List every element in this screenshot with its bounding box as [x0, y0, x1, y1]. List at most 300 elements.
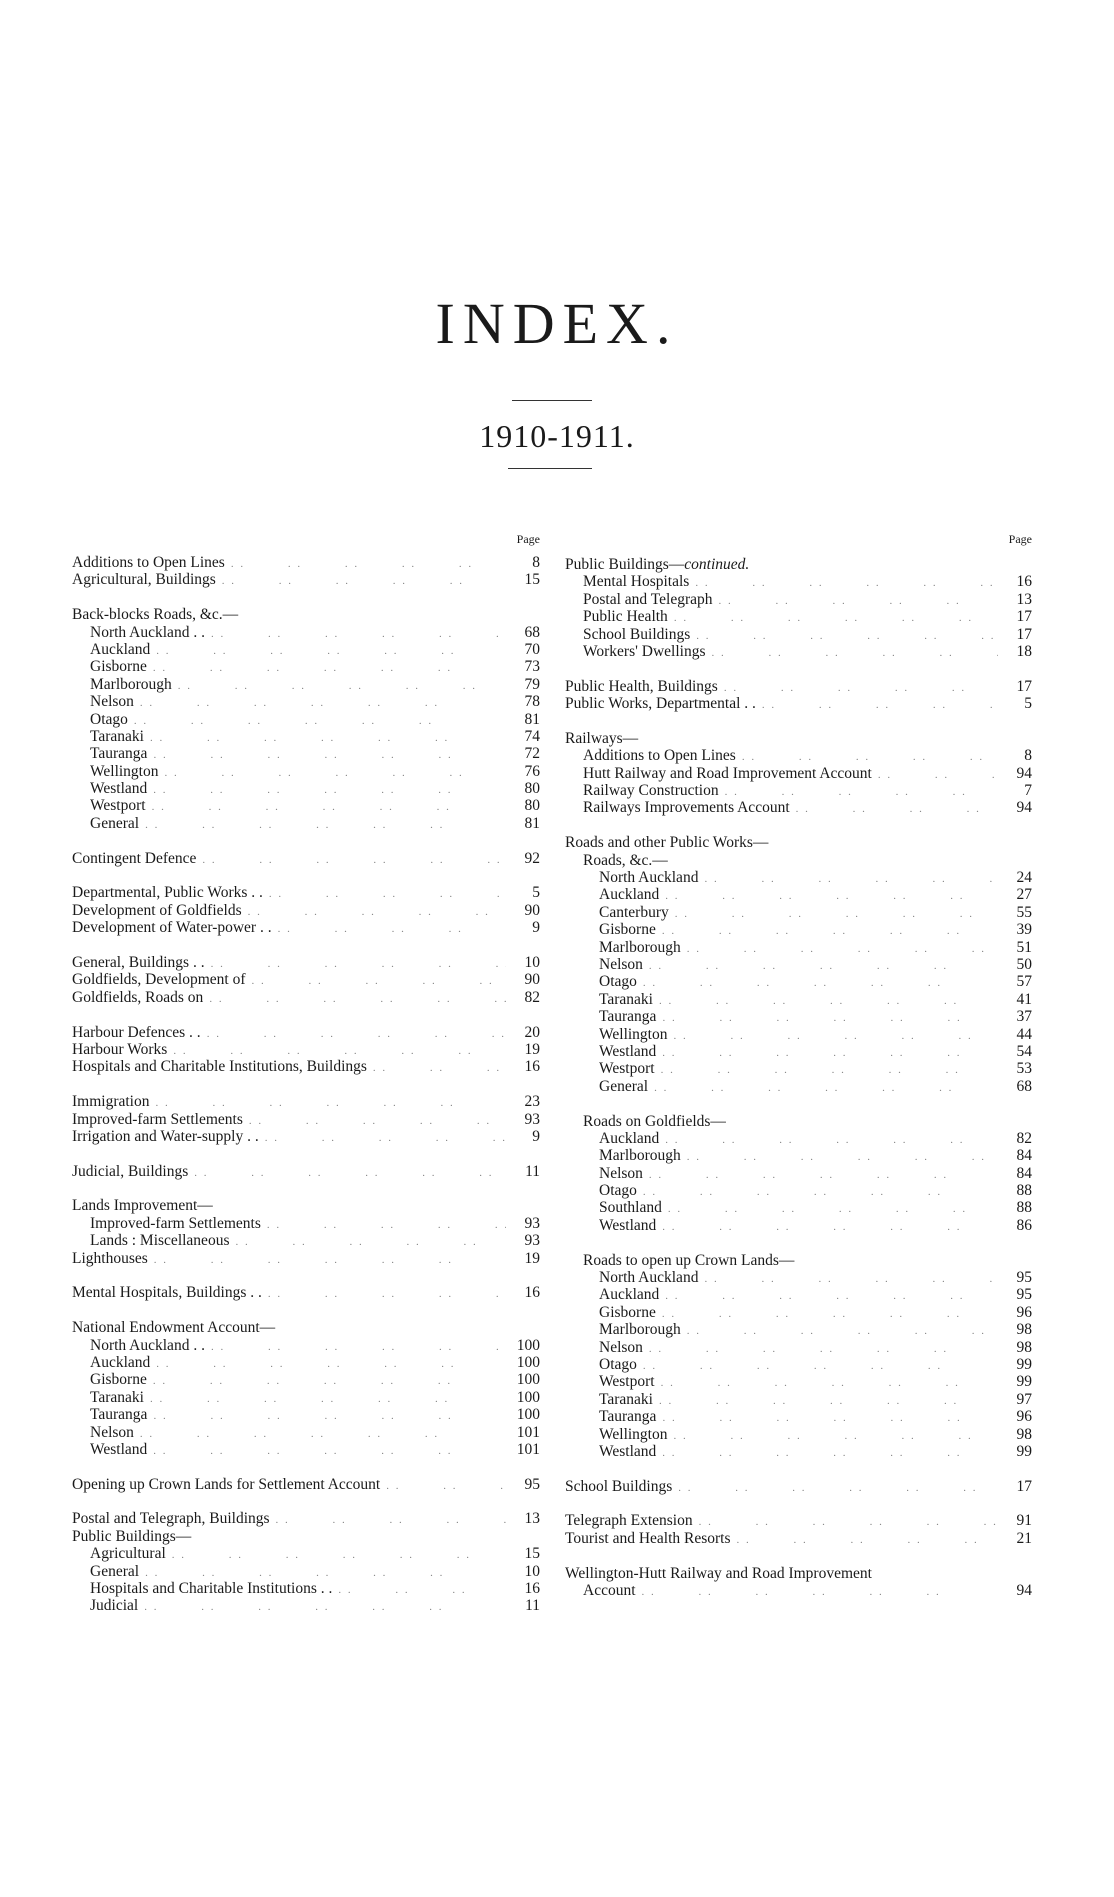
dot-leader	[138, 1599, 506, 1616]
index-entry	[72, 711, 540, 728]
dot-leader	[698, 871, 998, 888]
entry-label: Railway Construction	[583, 782, 719, 800]
dot-leader	[259, 1130, 506, 1147]
entry-label: Marlborough	[599, 1321, 681, 1339]
index-entry	[72, 780, 540, 797]
entry-page: 17	[1016, 1477, 1032, 1495]
entry-page: 18	[1016, 642, 1032, 660]
dot-leader	[242, 904, 506, 921]
dot-leader	[150, 1356, 506, 1373]
dot-leader	[188, 1165, 506, 1182]
entry-page: 95	[1016, 1269, 1032, 1287]
dot-leader	[653, 1393, 998, 1410]
section-heading: Roads and other Public Works—	[565, 834, 769, 852]
entry-label: North Auckland . .	[90, 1336, 205, 1354]
dot-leader	[706, 645, 998, 662]
entry-label: Westland	[599, 1216, 657, 1234]
dot-leader	[332, 1582, 506, 1599]
dot-leader	[203, 991, 506, 1008]
dot-leader	[655, 1062, 998, 1079]
entry-page: 27	[1016, 886, 1032, 904]
page-column-header: Page	[516, 532, 540, 546]
entry-page: 100	[516, 1371, 540, 1389]
entry-label: Hospitals and Charitable Institutions . .	[90, 1580, 333, 1598]
entry-label: Canterbury	[599, 903, 669, 921]
entry-page: 11	[525, 1597, 540, 1615]
entry-label: Postal and Telegraph, Buildings	[72, 1510, 270, 1528]
dot-leader	[731, 1532, 998, 1549]
index-entry	[565, 1356, 1032, 1373]
section-heading: Railways—	[565, 729, 639, 747]
entry-page: 20	[524, 1023, 540, 1041]
index-entry	[72, 1597, 540, 1614]
entry-label: Tauranga	[599, 1408, 657, 1426]
entry-label: Gisborne	[599, 1303, 656, 1321]
dot-leader	[380, 1478, 506, 1495]
index-section	[72, 1093, 540, 1145]
dot-leader	[245, 973, 506, 990]
entry-page: 54	[1016, 1042, 1032, 1060]
index-entry	[72, 902, 540, 919]
index-entry	[565, 1478, 1032, 1495]
entry-page: 76	[524, 762, 540, 780]
entry-label: North Auckland . .	[90, 623, 205, 641]
entry-page: 94	[1016, 1582, 1032, 1600]
index-entry	[565, 1182, 1032, 1199]
index-entry	[72, 641, 540, 658]
entry-label: Nelson	[599, 1164, 643, 1182]
entry-page: 41	[1016, 990, 1032, 1008]
dot-leader	[147, 747, 506, 764]
entry-page: 93	[524, 1232, 540, 1250]
section-heading: Back-blocks Roads, &c.—	[72, 606, 239, 624]
entry-page: 78	[524, 693, 540, 711]
entry-page: 68	[524, 623, 540, 641]
entry-page: 82	[1016, 1129, 1032, 1147]
entry-page: 99	[1016, 1442, 1032, 1460]
entry-page: 15	[524, 1545, 540, 1563]
dot-leader	[139, 817, 506, 834]
entry-page: 90	[524, 971, 540, 989]
dot-leader	[643, 1341, 998, 1358]
dot-leader	[243, 1113, 506, 1130]
section-subheading: Roads on Goldfields—	[583, 1112, 726, 1130]
index-entry	[565, 1217, 1032, 1234]
entry-page: 82	[524, 988, 540, 1006]
entry-page: 99	[1016, 1373, 1032, 1391]
dot-leader	[367, 1060, 506, 1077]
entry-page: 13	[524, 1510, 540, 1528]
dot-leader	[668, 1428, 999, 1445]
dot-leader	[147, 660, 506, 677]
entry-page: 19	[524, 1040, 540, 1058]
index-entry	[72, 1111, 540, 1128]
entry-label: Additions to Open Lines	[72, 554, 225, 571]
index-entry	[565, 1165, 1032, 1182]
index-entry	[72, 1354, 540, 1371]
entry-label: Otago	[599, 1355, 637, 1373]
index-entry	[72, 815, 540, 832]
entry-page: 19	[524, 1249, 540, 1267]
dot-leader	[790, 801, 998, 818]
dot-leader	[693, 1514, 998, 1531]
entry-page: 74	[524, 727, 540, 745]
entry-label: Gisborne	[90, 658, 147, 676]
section-heading	[565, 556, 1032, 573]
dot-leader	[637, 975, 998, 992]
entry-label: Additions to Open Lines	[583, 747, 736, 765]
index-entry	[72, 1215, 540, 1232]
index-entry	[72, 693, 540, 710]
entry-label: Public Health	[583, 608, 668, 626]
index-section	[72, 954, 540, 1006]
dot-leader	[681, 941, 998, 958]
dot-leader	[205, 626, 506, 643]
entry-label: Telegraph Extension	[565, 1512, 693, 1530]
entry-label: North Auckland	[599, 1269, 699, 1287]
dot-leader	[662, 1201, 998, 1218]
entry-label: Harbour Defences . .	[72, 1023, 201, 1041]
dot-leader	[229, 1234, 506, 1251]
index-entry	[565, 1078, 1032, 1095]
dot-leader	[659, 1288, 998, 1305]
entry-page: 39	[1016, 921, 1032, 939]
entry-label: Westland	[599, 1442, 657, 1460]
dot-leader	[643, 958, 998, 975]
dot-leader	[128, 713, 506, 730]
entry-page: 17	[1016, 625, 1032, 643]
entry-page: 95	[1016, 1286, 1032, 1304]
entry-label: General	[90, 814, 140, 832]
dot-leader	[656, 1219, 998, 1236]
entry-page: 70	[524, 640, 540, 658]
dot-leader	[205, 1339, 506, 1356]
index-entry	[72, 1337, 540, 1354]
entry-page: 98	[1016, 1425, 1032, 1443]
dot-leader	[656, 1010, 998, 1027]
entry-page: 96	[1016, 1408, 1032, 1426]
entry-label: Improved-farm Settlements	[72, 1110, 243, 1128]
index-entry	[72, 1041, 540, 1058]
index-entry	[72, 1424, 540, 1441]
dot-leader	[636, 1584, 998, 1601]
entry-page: 8	[1024, 747, 1032, 765]
index-entry	[565, 695, 1032, 712]
entry-page: 99	[1016, 1355, 1032, 1373]
index-entry	[72, 1093, 540, 1110]
entry-label: Gisborne	[599, 921, 656, 939]
entry-label: Marlborough	[599, 1147, 681, 1165]
index-entry	[72, 1024, 540, 1041]
entry-page: 72	[524, 745, 540, 763]
entry-label: General	[90, 1562, 140, 1580]
entry-page: 84	[1016, 1147, 1032, 1165]
entry-page: 95	[524, 1475, 540, 1493]
dot-leader	[669, 906, 998, 923]
dot-leader	[668, 1028, 999, 1045]
index-section	[72, 1163, 540, 1180]
entry-label: Marlborough	[90, 675, 172, 693]
index-entry	[565, 1426, 1032, 1443]
dot-leader	[659, 888, 998, 905]
entry-label: Nelson	[90, 1423, 134, 1441]
index-entry	[565, 1060, 1032, 1077]
index-entry	[565, 1147, 1032, 1164]
entry-label: Development of Water-power . .	[72, 919, 272, 937]
index-entry	[72, 728, 540, 745]
index-entry	[565, 956, 1032, 973]
dot-leader	[653, 993, 998, 1010]
entry-label: Postal and Telegraph	[583, 590, 713, 608]
index-entry	[72, 1476, 540, 1493]
entry-label: Goldfields, Roads on	[72, 988, 204, 1006]
entry-page: 100	[516, 1388, 540, 1406]
index-section-goldfields	[565, 1113, 1032, 1235]
entry-label: Auckland	[90, 1353, 151, 1371]
entry-label: Nelson	[90, 693, 134, 711]
dot-leader	[144, 1391, 506, 1408]
index-section-roads	[565, 834, 1032, 1095]
index-entry	[72, 850, 540, 867]
index-section-backblocks	[72, 606, 540, 832]
dot-leader	[681, 1149, 998, 1166]
index-entry	[565, 765, 1032, 782]
entry-label: Nelson	[599, 955, 643, 973]
title-rule	[512, 400, 592, 401]
index-entry	[72, 1510, 540, 1527]
entry-label: Nelson	[599, 1338, 643, 1356]
entry-page: 98	[1016, 1338, 1032, 1356]
entry-label: General, Buildings . .	[72, 953, 205, 971]
index-entry	[565, 1339, 1032, 1356]
entry-label: Taranaki	[599, 1390, 653, 1408]
index-entry	[72, 763, 540, 780]
dot-leader	[637, 1358, 998, 1375]
index-entry	[72, 989, 540, 1006]
entry-label: Auckland	[599, 1129, 660, 1147]
index-entry	[565, 1026, 1032, 1043]
dot-leader	[698, 1271, 998, 1288]
entry-page: 88	[1016, 1182, 1032, 1200]
entry-label: Public Works, Departmental . .	[565, 695, 756, 713]
entry-label: Tauranga	[90, 1406, 148, 1424]
entry-label: Public Health, Buildings	[565, 677, 718, 695]
index-entry	[72, 745, 540, 762]
index-section	[565, 1512, 1032, 1547]
index-entry	[565, 591, 1032, 608]
entry-page: 100	[516, 1406, 540, 1424]
dot-leader	[166, 1547, 506, 1564]
entry-page: 73	[524, 658, 540, 676]
entry-page: 94	[1016, 764, 1032, 782]
entry-label: Lighthouses	[72, 1249, 148, 1267]
entry-page: 16	[524, 1580, 540, 1598]
entry-label: Improved-farm Settlements	[90, 1214, 261, 1232]
index-column-right	[565, 532, 1032, 1617]
entry-label: Opening up Crown Lands for Settlement Account	[72, 1475, 381, 1493]
index-section-endowment	[72, 1319, 540, 1458]
index-entry	[72, 1163, 540, 1180]
entry-page: 17	[1016, 608, 1032, 626]
index-entry	[72, 1250, 540, 1267]
entry-page: 9	[532, 919, 540, 937]
index-entry	[565, 608, 1032, 625]
entry-page: 5	[532, 884, 540, 902]
entry-page: 100	[516, 1353, 540, 1371]
entry-page: 96	[1016, 1303, 1032, 1321]
index-entry	[72, 971, 540, 988]
index-entry	[565, 869, 1032, 886]
entry-page: 101	[516, 1440, 540, 1458]
entry-label: Westland	[599, 1042, 657, 1060]
dot-leader	[643, 1167, 998, 1184]
index-entry	[565, 643, 1032, 660]
entry-page: 84	[1016, 1164, 1032, 1182]
index-entry	[72, 554, 540, 571]
entry-label: Marlborough	[599, 938, 681, 956]
dot-leader	[656, 1045, 998, 1062]
entry-page: 11	[525, 1162, 540, 1180]
dot-leader	[146, 799, 506, 816]
entry-label: Goldfields, Development of	[72, 971, 246, 989]
index-entry	[72, 658, 540, 675]
index-entry	[565, 1512, 1032, 1529]
entry-label: Hutt Railway and Road Improvement Account	[583, 764, 872, 782]
index-section-crown-lands	[565, 1252, 1032, 1461]
entry-page: 53	[1016, 1060, 1032, 1078]
entry-page: 21	[1016, 1529, 1032, 1547]
dot-leader	[681, 1323, 998, 1340]
entry-label: School Buildings	[565, 1477, 673, 1495]
entry-label: Otago	[599, 973, 637, 991]
entry-page: 68	[1016, 1077, 1032, 1095]
dot-leader	[672, 1480, 998, 1497]
heading-text: Public Buildings—	[565, 556, 685, 573]
index-section	[72, 1476, 540, 1493]
entry-label: Development of Goldfields	[72, 901, 242, 919]
entry-page: 24	[1016, 869, 1032, 887]
entry-label: Westport	[599, 1060, 655, 1078]
entry-label: Wellington	[90, 762, 159, 780]
index-entry	[565, 973, 1032, 990]
index-entry	[72, 797, 540, 814]
entry-label: Judicial	[90, 1597, 139, 1615]
dot-leader	[270, 1512, 506, 1529]
entry-page: 37	[1016, 1008, 1032, 1026]
dot-leader	[713, 593, 999, 610]
index-entry	[72, 1580, 540, 1597]
index-section	[72, 884, 540, 936]
entry-label: Taranaki	[599, 990, 653, 1008]
entry-label: Wellington	[599, 1425, 668, 1443]
entry-page: 101	[516, 1423, 540, 1441]
index-section-lands	[72, 1197, 540, 1267]
entry-page: 50	[1016, 955, 1032, 973]
entry-label: Agricultural, Buildings	[72, 571, 216, 589]
entry-label: Otago	[90, 710, 128, 728]
dot-leader	[263, 886, 506, 903]
dot-leader	[147, 1408, 506, 1425]
entry-label: Westland	[90, 780, 148, 798]
dot-leader	[205, 956, 506, 973]
section-subheading: Roads, &c.—	[583, 851, 668, 869]
entry-label: Immigration	[72, 1093, 150, 1111]
index-entry	[565, 1321, 1032, 1338]
entry-page: 81	[524, 814, 540, 832]
entry-label: Southland	[599, 1199, 662, 1217]
entry-label: Irrigation and Water-supply . .	[72, 1127, 259, 1145]
index-section	[565, 1478, 1032, 1495]
index-entry	[565, 747, 1032, 764]
index-entry	[565, 1286, 1032, 1303]
entry-page: 9	[532, 1127, 540, 1145]
page-title: INDEX.	[435, 291, 679, 356]
index-section-public-buildings	[72, 1510, 540, 1614]
section-heading: Lands Improvement—	[72, 1197, 213, 1215]
dot-leader	[172, 678, 506, 695]
heading-continued: continued.	[684, 556, 750, 573]
entry-page: 44	[1016, 1025, 1032, 1043]
entry-label: Hospitals and Charitable Institutions, Buildings	[72, 1058, 367, 1076]
dot-leader	[201, 1026, 506, 1043]
entry-label: Judicial, Buildings	[72, 1162, 189, 1180]
dot-leader	[656, 1410, 998, 1427]
dot-leader	[134, 1426, 506, 1443]
entry-label: Gisborne	[90, 1371, 147, 1389]
dot-leader	[147, 782, 506, 799]
dot-leader	[648, 1080, 998, 1097]
section-heading: Public Buildings—	[72, 1527, 192, 1545]
entry-label: Auckland	[599, 886, 660, 904]
index-entry	[72, 1389, 540, 1406]
entry-label: General	[599, 1077, 649, 1095]
entry-label: Taranaki	[90, 1388, 144, 1406]
index-section-railways	[565, 730, 1032, 817]
index-entry	[565, 1408, 1032, 1425]
entry-label: Workers' Dwellings	[583, 642, 706, 660]
index-section	[72, 1284, 540, 1301]
dot-leader	[668, 610, 998, 627]
dot-leader	[637, 1184, 998, 1201]
dot-leader	[144, 730, 506, 747]
entry-label: Railways Improvements Account	[583, 799, 790, 817]
entry-page: 93	[524, 1214, 540, 1232]
index-entry	[565, 921, 1032, 938]
index-entry	[72, 1406, 540, 1423]
dot-leader	[261, 1217, 506, 1234]
index-entry	[72, 1058, 540, 1075]
index-entry	[72, 1128, 540, 1145]
index-section	[565, 678, 1032, 713]
entry-page: 80	[524, 780, 540, 798]
entry-page: 23	[524, 1093, 540, 1111]
index-entry	[565, 1199, 1032, 1216]
index-entry	[565, 1269, 1032, 1286]
index-entry	[565, 1582, 1032, 1599]
entry-page: 17	[1016, 677, 1032, 695]
dot-leader	[689, 575, 998, 592]
dot-leader	[147, 1373, 506, 1390]
entry-label: Taranaki	[90, 727, 144, 745]
index-entry	[72, 571, 540, 588]
dot-leader	[148, 1252, 506, 1269]
index-entry	[565, 1373, 1032, 1390]
entry-page: 88	[1016, 1199, 1032, 1217]
index-entry	[72, 919, 540, 936]
index-entry	[565, 678, 1032, 695]
entry-label: Mental Hospitals	[583, 573, 690, 591]
dot-leader	[656, 1306, 998, 1323]
